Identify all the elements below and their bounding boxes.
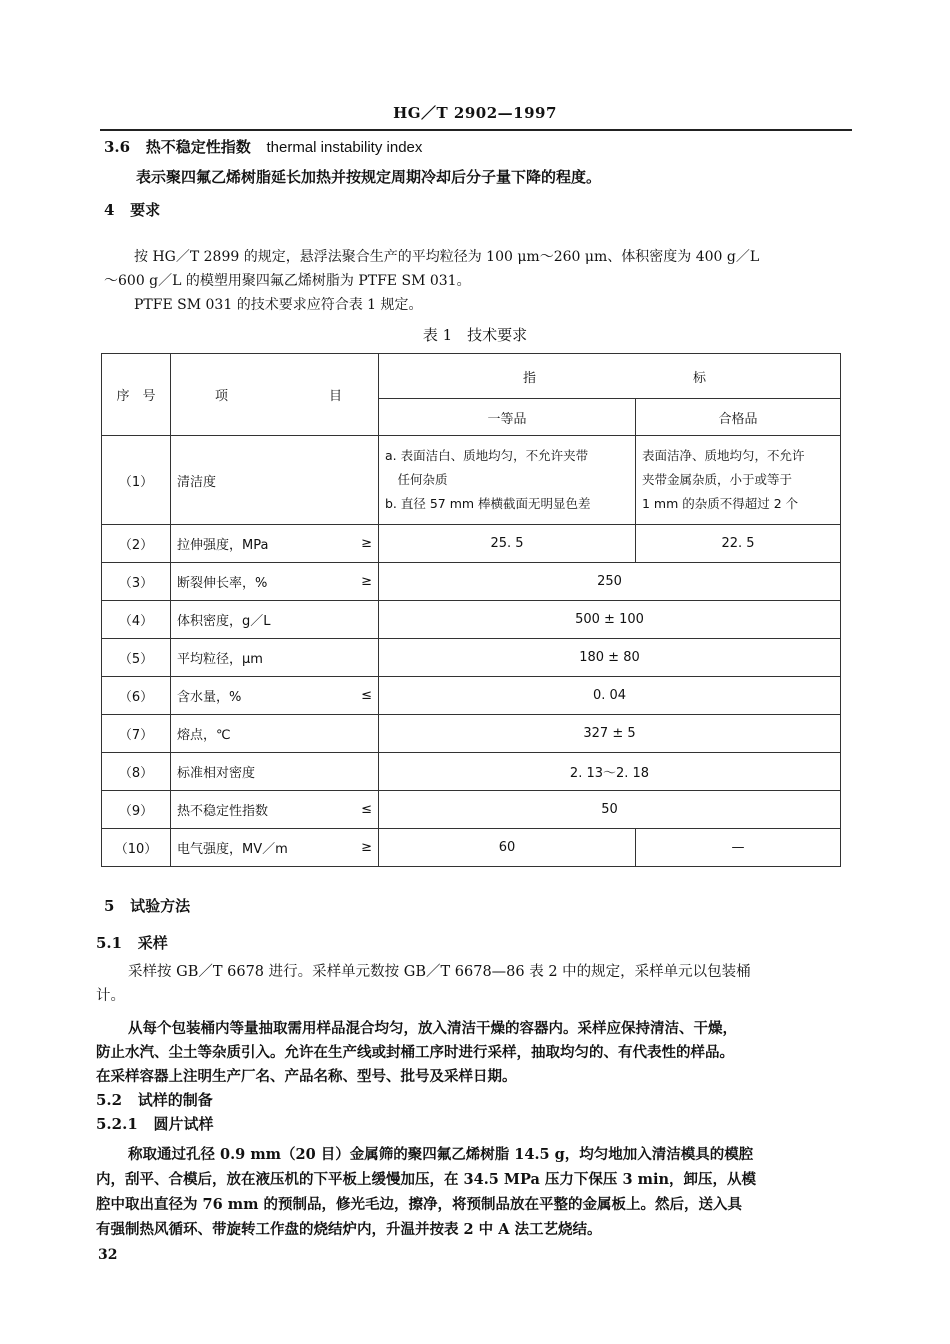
page-number: 32 (98, 1247, 118, 1263)
header-item-a: 项 (215, 389, 229, 404)
header-item (171, 354, 379, 436)
section-3-6-body: 表示聚四氟乙烯树脂延长加热并按规定周期冷却后分子量下降的程度。 (136, 168, 602, 186)
row-comparator: ≥ (361, 840, 372, 855)
technical-requirements-table (101, 353, 841, 867)
table-caption: 表 1 技术要求 (422, 326, 528, 344)
section-5-2-1-line3: 腔中取出直径为 76 mm 的预制品，修光毛边，擦净，将预制品放在平整的金属板上。然后，送入具 (96, 1196, 743, 1213)
section-number: 4 (104, 201, 115, 219)
table-row (102, 677, 841, 715)
section-5-1-para2-line3: 在采样容器上注明生产厂名、产品名称、型号、批号及采样日期。 (96, 1068, 517, 1085)
section-5-2-1-line1: 称取通过孔径 0.9 mm（20 目）金属筛的聚四氟乙烯树脂 14.5 g，均匀地加入清洁模具的模腔 (128, 1146, 754, 1163)
grade-2-line: 夹带金属杂质，小于或等于 (642, 472, 793, 487)
row-seq: （2） (102, 525, 171, 563)
table-row (102, 791, 841, 829)
section-5-1-para1-line2: 计。 (96, 988, 125, 1004)
row-grade-2 (636, 436, 841, 525)
grade-1-line: 任何杂质 (385, 472, 448, 487)
row-item (171, 715, 379, 753)
table-header-row (102, 354, 841, 399)
grade-1-line: b. 直径 57 mm 棒横截面无明显色差 (385, 496, 591, 511)
table-row (102, 563, 841, 601)
row-item-label: 热不稳定性指数 (177, 804, 269, 819)
section-4-para2: PTFE SM 031 的技术要求应符合表 1 规定。 (134, 297, 423, 313)
section-title: 要求 (130, 201, 161, 219)
row-seq: （1） (102, 436, 171, 525)
header-index (379, 354, 841, 399)
row-seq: （3） (102, 563, 171, 601)
section-5-2-1-line2: 内，刮平、合模后，放在液压机的下平板上缓慢加压，在 34.5 MPa 压力下保压 3 min，卸压，从模 (96, 1171, 756, 1188)
row-seq: （5） (102, 639, 171, 677)
row-item-label: 熔点，℃ (177, 728, 231, 743)
section-5-2-1-line4: 有强制热风循环、带旋转工作盘的烧结炉内，升温并按表 2 中 A 法工艺烧结。 (96, 1221, 602, 1238)
row-item (171, 753, 379, 791)
row-value: 50 (379, 791, 841, 829)
section-title: 圆片试样 (153, 1115, 214, 1133)
row-value: 327 ± 5 (379, 715, 841, 753)
section-title-en: thermal instability index (266, 139, 423, 156)
row-item-label: 断裂伸长率，% (177, 576, 268, 591)
grade-2-line: 表面洁净、质地均匀，不允许 (642, 448, 805, 463)
row-item (171, 829, 379, 867)
row-item (171, 677, 379, 715)
header-rule (100, 129, 852, 131)
row-item-label: 拉伸强度，MPa (177, 538, 269, 553)
row-value: 0. 04 (379, 677, 841, 715)
section-5-2-1-heading (96, 1111, 213, 1137)
section-5-2-heading (96, 1087, 213, 1113)
row-item-label: 含水量，% (177, 690, 242, 705)
row-seq: （8） (102, 753, 171, 791)
row-seq: （10） (102, 829, 171, 867)
grade-1-line: a. 表面洁白、质地均匀，不允许夹带 (385, 448, 589, 463)
table-row (102, 829, 841, 867)
header-grade-2: 合格品 (636, 399, 841, 436)
section-5-1-para1-line1: 采样按 GB／T 6678 进行。采样单元数按 GB／T 6678—86 表 2 中的规定，采样单元以包装桶 (128, 964, 751, 980)
section-5-1-para2-line2: 防止水汽、尘土等杂质引入。允许在生产线或封桶工序时进行采样，抽取均匀的、有代表性的样品。 (96, 1044, 734, 1061)
row-comparator: ≤ (361, 688, 372, 703)
section-title: 采样 (137, 934, 168, 952)
header-index-a: 指 (523, 370, 537, 386)
table-row (102, 753, 841, 791)
section-3-6-heading (104, 134, 422, 161)
section-number: 5.1 (96, 934, 123, 952)
row-item (171, 639, 379, 677)
row-item (171, 791, 379, 829)
section-4-para1-line2: ～600 g／L 的模塑用聚四氟乙烯树脂为 PTFE SM 031。 (104, 273, 471, 289)
table-row (102, 525, 841, 563)
row-seq: （4） (102, 601, 171, 639)
section-title: 试验方法 (130, 897, 191, 915)
row-item (171, 525, 379, 563)
section-5-heading (104, 893, 190, 919)
section-5-1-para2-line1: 从每个包装桶内等量抽取需用样品混合均匀，放入清洁干燥的容器内。采样应保持清洁、干燥， (128, 1020, 737, 1037)
row-comparator: ≥ (361, 536, 372, 551)
row-grade-2: 22. 5 (636, 525, 841, 563)
section-4-para1-line1: 按 HG／T 2899 的规定，悬浮法聚合生产的平均粒径为 100 μm～260 μm、体积密度为 400 g／L (134, 249, 760, 265)
row-item-label: 标准相对密度 (177, 766, 256, 781)
row-value: 180 ± 80 (379, 639, 841, 677)
row-item-label: 体积密度，g／L (177, 614, 271, 629)
header-index-b: 标 (692, 370, 706, 386)
section-number: 5.2.1 (96, 1115, 138, 1133)
row-seq: （9） (102, 791, 171, 829)
row-value: 250 (379, 563, 841, 601)
row-grade-1: 60 (379, 829, 636, 867)
row-comparator: ≥ (361, 574, 372, 589)
header-seq: 序 号 (102, 354, 171, 436)
row-item (171, 563, 379, 601)
row-value: 2. 13～2. 18 (379, 753, 841, 791)
row-item (171, 601, 379, 639)
section-4-heading (104, 197, 160, 223)
table-row (102, 715, 841, 753)
standard-code-header: HG／T 2902—1997 (393, 104, 557, 122)
section-title: 试样的制备 (137, 1091, 213, 1109)
row-value: 500 ± 100 (379, 601, 841, 639)
header-item-b: 目 (328, 389, 342, 404)
row-seq: （7） (102, 715, 171, 753)
grade-2-line: 1 mm 的杂质不得超过 2 个 (642, 496, 799, 511)
row-seq: （6） (102, 677, 171, 715)
section-5-1-heading (96, 930, 168, 956)
row-item: 清洁度 (171, 436, 379, 525)
row-item-label: 电气强度，MV／m (177, 842, 288, 857)
table-row (102, 639, 841, 677)
table-row (102, 601, 841, 639)
row-grade-1 (379, 436, 636, 525)
row-grade-1: 25. 5 (379, 525, 636, 563)
header-grade-1: 一等品 (379, 399, 636, 436)
section-number: 5.2 (96, 1091, 123, 1109)
table-row (102, 436, 841, 525)
section-number: 5 (104, 897, 115, 915)
row-item-label: 平均粒径，μm (177, 652, 263, 667)
row-grade-2: — (636, 829, 841, 867)
section-title: 热不稳定性指数 (145, 138, 251, 156)
row-comparator: ≤ (361, 802, 372, 817)
section-number: 3.6 (104, 138, 131, 156)
